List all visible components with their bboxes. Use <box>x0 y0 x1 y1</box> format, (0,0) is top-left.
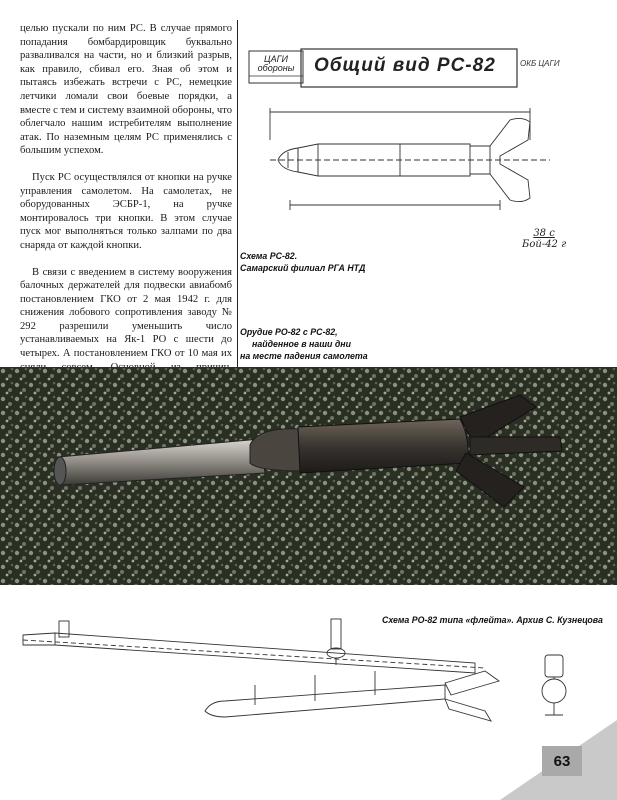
body-text-column <box>20 22 232 415</box>
caption-line: Схема РС-82. <box>240 251 298 261</box>
handwritten-line: Бой-42 г <box>522 239 567 250</box>
stamp-text: ЦАГИ <box>264 54 288 64</box>
caption-line: на месте падения самолета <box>240 351 368 361</box>
caption-ro82-scheme: Схема РО-82 типа «флейта». Архив С. Кузнецова <box>382 615 603 625</box>
drawing-stamp-left <box>248 50 304 84</box>
page-corner-shade <box>0 700 617 800</box>
photo-rocket-in-grass <box>0 367 617 585</box>
column-divider <box>237 20 238 372</box>
body-paragraph: Пуск РС осуществлялся от кнопки на ручке управления самолетом. На самолетах, не оборудованных ЭСБР-1, на ручке монтировалось три кнопки. В этом случае пуск мог выполняться только залпами по два снаряда от каждой кнопки. <box>20 171 232 251</box>
handwritten-line: 38 с <box>533 228 555 239</box>
drawing-title: Общий вид РС-82 <box>314 55 496 76</box>
handwritten-note <box>522 228 566 250</box>
body-paragraph: целью пускали по ним РС. В случае прямого попадания бомбардировщик буквально разваливался на части, но и близкий разрыв, как правило, сбивал его. Зная об этом и пытаясь избежать встречи с РС, немецкие летчики ломали свои боевые порядки, а вместе с тем и систему взаимной обороны, что облегчало нашим истребителям выполнение атак. По наземным целям РС применялись с большим успехом. <box>20 23 232 157</box>
stamp-text: обороны <box>257 63 295 73</box>
page-number: 63 <box>542 746 582 776</box>
body-paragraph: В связи с введением в систему вооружения балочных держателей для подвески авиабомб постановлением ГКО от 2 мая 1942 г. для снижения лобового сопротивления заводу № 292 разрешили уменьшить число устанавливаемых на Як-1 РО с шести до четырех. А постановлением ГКО от 10 мая их <box>20 266 232 360</box>
caption-line: Самарский филиал РГА НТД <box>240 263 366 273</box>
rs82-drawing <box>260 100 560 220</box>
caption-line: Орудие РО-82 с РС-82, <box>240 327 338 337</box>
caption-line: найденное в наши дни <box>252 339 351 349</box>
caption-photo <box>240 326 368 362</box>
caption-rs82-scheme <box>240 250 365 274</box>
stamp-right-text: ОКБ ЦАГИ <box>520 59 560 68</box>
drawing-stamp-right <box>520 58 560 70</box>
title-frame <box>300 48 518 88</box>
